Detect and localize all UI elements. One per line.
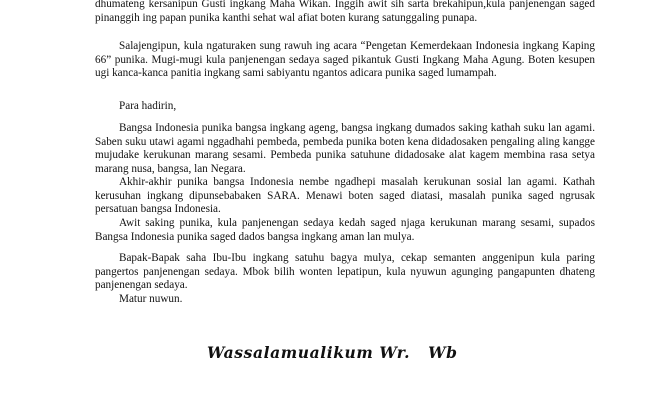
paragraph-text: Salajengipun, kula ngaturaken sung rawuh ing acara “Pengetan Kemerdekaan Indonesia ingkang Kaping 66” punika. Mugi-mugi kula panjenengan sedaya saged pikantuk Gusti Ingkang Maha Agung. Boten kesupen ugi kanca-kanca panitia ingkang sami sabiyantu ngantos adicara punika saged lumampah. <box>95 40 595 80</box>
paragraph-problems <box>95 176 595 217</box>
paragraph-text: dhumateng kersanipun Gusti ingkang Maha Wikan. Inggih awit sih sarta brekahipun,kula panjenengan saged pinanggih ing papan punika kanthi sehat wal afiat boten kurang satunggaling punapa. <box>95 0 595 24</box>
paragraph-text: Akhir-akhir punika bangsa Indonesia nembe ngadhepi masalah kerukunan sosial lan agami. Kathah kerusuhan ingkang dipunsebabaken SARA. Menawi boten saged diatasi, masalah punika saged ngrusak persatuan bangsa Indonesia. <box>95 176 595 216</box>
paragraph-text: Bapak-Bapak saha Ibu-Ibu ingkang satuhu bagya mulya, cekap semanten anggenipun kula paring pangertos panjenengan sedaya. Mbok bilih wonten lepatipun, kula nyuwun agunging pangapunten dhateng panjenengan sedaya. <box>95 252 595 292</box>
paragraph-salutation <box>95 100 595 114</box>
paragraph-nation <box>95 122 595 176</box>
paragraph-text: Matur nuwun. <box>119 293 183 305</box>
paragraph-opening-continuation <box>95 0 595 25</box>
closing-greeting: Wassalamualikum Wr. Wb <box>207 343 458 362</box>
paragraph-text: Awit saking punika, kula panjenengan sedaya kedah saged njaga kerukunan marang sesami, supados Bangsa Indonesia punika saged dados bangsa ingkang aman lan mulya. <box>95 217 595 243</box>
paragraph-harmony <box>95 217 595 244</box>
paragraph-text: Para hadirin, <box>119 100 177 112</box>
paragraph-thanks <box>95 293 595 307</box>
paragraph-welcome <box>95 40 595 81</box>
paragraph-closing-remarks <box>95 252 595 293</box>
paragraph-text: Bangsa Indonesia punika bangsa ingkang ageng, bangsa ingkang dumados saking kathah suku lan agami. Saben suku utawi agami nggadhahi pembeda, pembeda punika boten kena didadosaken pengaling aling kangge mujudake kerukunan marang sesami. Pembeda punika satuhune didadosake alat kagem membina rasa setya marang nusa, bangsa, lan Negara. <box>95 122 595 175</box>
